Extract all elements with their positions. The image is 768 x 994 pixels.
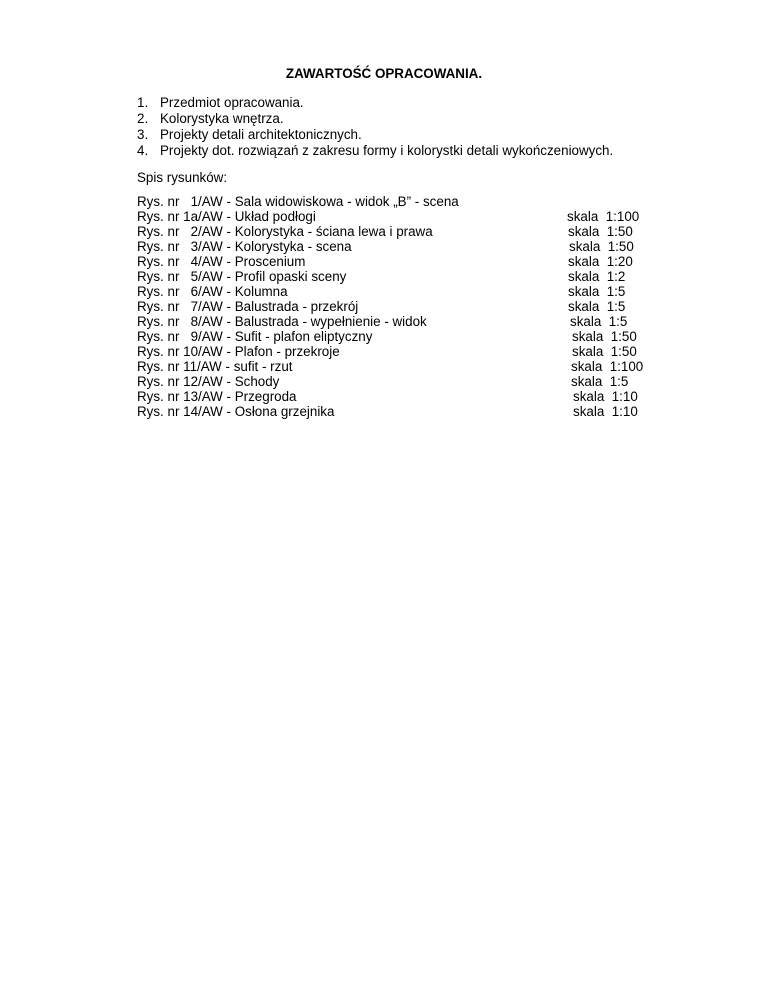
drawing-row [137, 374, 657, 389]
drawing-scale: skala 1:5 [568, 284, 626, 299]
contents-item [137, 111, 613, 127]
drawing-row [137, 194, 657, 209]
drawing-name: Rys. nr 5/AW - Profil opaski sceny [137, 269, 347, 284]
drawing-row [137, 239, 657, 254]
drawing-row [137, 254, 657, 269]
drawing-name: Rys. nr 1/AW - Sala widowiskowa - widok „B” - scena [137, 194, 459, 209]
drawing-scale: skala 1:50 [569, 239, 634, 254]
drawing-name: Rys. nr 13/AW - Przegroda [137, 389, 297, 404]
contents-item-text: Projekty detali architektonicznych. [160, 127, 362, 142]
drawing-name: Rys. nr 8/AW - Balustrada - wypełnienie - widok [137, 314, 427, 329]
drawing-scale: skala 1:5 [571, 374, 629, 389]
drawing-scale: skala 1:100 [571, 359, 644, 374]
drawings-list [137, 194, 657, 419]
drawing-row [137, 224, 657, 239]
drawing-name: Rys. nr 6/AW - Kolumna [137, 284, 288, 299]
drawing-scale: skala 1:10 [573, 389, 638, 404]
contents-item [137, 95, 613, 111]
drawing-name: Rys. nr 12/AW - Schody [137, 374, 280, 389]
drawing-row [137, 329, 657, 344]
drawing-name: Rys. nr 7/AW - Balustrada - przekrój [137, 299, 359, 314]
drawing-scale: skala 1:100 [567, 209, 640, 224]
drawing-scale: skala 1:50 [568, 224, 633, 239]
drawing-name: Rys. nr 1a/AW - Układ podłogi [137, 209, 316, 224]
drawing-scale: skala 1:2 [568, 269, 626, 284]
drawing-name: Rys. nr 14/AW - Osłona grzejnika [137, 404, 335, 419]
drawing-name: Rys. nr 10/AW - Plafon - przekroje [137, 344, 340, 359]
contents-item-number: 1. [137, 95, 149, 110]
contents-item-text: Przedmiot opracowania. [160, 95, 304, 110]
contents-item-text: Kolorystyka wnętrza. [160, 111, 284, 126]
drawing-name: Rys. nr 11/AW - sufit - rzut [137, 359, 293, 374]
contents-item-text: Projekty dot. rozwiązań z zakresu formy i kolorystki detali wykończeniowych. [160, 143, 614, 158]
drawing-scale: skala 1:10 [573, 404, 638, 419]
drawing-row [137, 284, 657, 299]
drawing-scale: skala 1:50 [572, 329, 637, 344]
drawing-name: Rys. nr 9/AW - Sufit - plafon eliptyczny [137, 329, 373, 344]
contents-item-number: 2. [137, 111, 149, 126]
document-title: ZAWARTOŚĆ OPRACOWANIA. [285, 66, 483, 81]
contents-list [137, 95, 613, 159]
drawing-name: Rys. nr 4/AW - Proscenium [137, 254, 306, 269]
drawing-row [137, 299, 657, 314]
contents-item [137, 143, 613, 159]
drawing-name: Rys. nr 3/AW - Kolorystyka - scena [137, 239, 352, 254]
drawing-scale: skala 1:20 [568, 254, 633, 269]
drawing-row [137, 359, 657, 374]
drawing-scale: skala 1:50 [572, 344, 637, 359]
drawing-row [137, 269, 657, 284]
drawing-row [137, 389, 657, 404]
drawing-row [137, 404, 657, 419]
drawing-name: Rys. nr 2/AW - Kolorystyka - ściana lewa i prawa [137, 224, 433, 239]
drawing-scale: skala 1:5 [568, 299, 626, 314]
drawing-row [137, 314, 657, 329]
drawings-heading: Spis rysunków: [137, 170, 228, 185]
drawing-scale: skala 1:5 [570, 314, 628, 329]
contents-item-number: 4. [137, 143, 149, 158]
drawing-row [137, 344, 657, 359]
drawing-row [137, 209, 657, 224]
contents-item [137, 127, 613, 143]
contents-item-number: 3. [137, 127, 149, 142]
